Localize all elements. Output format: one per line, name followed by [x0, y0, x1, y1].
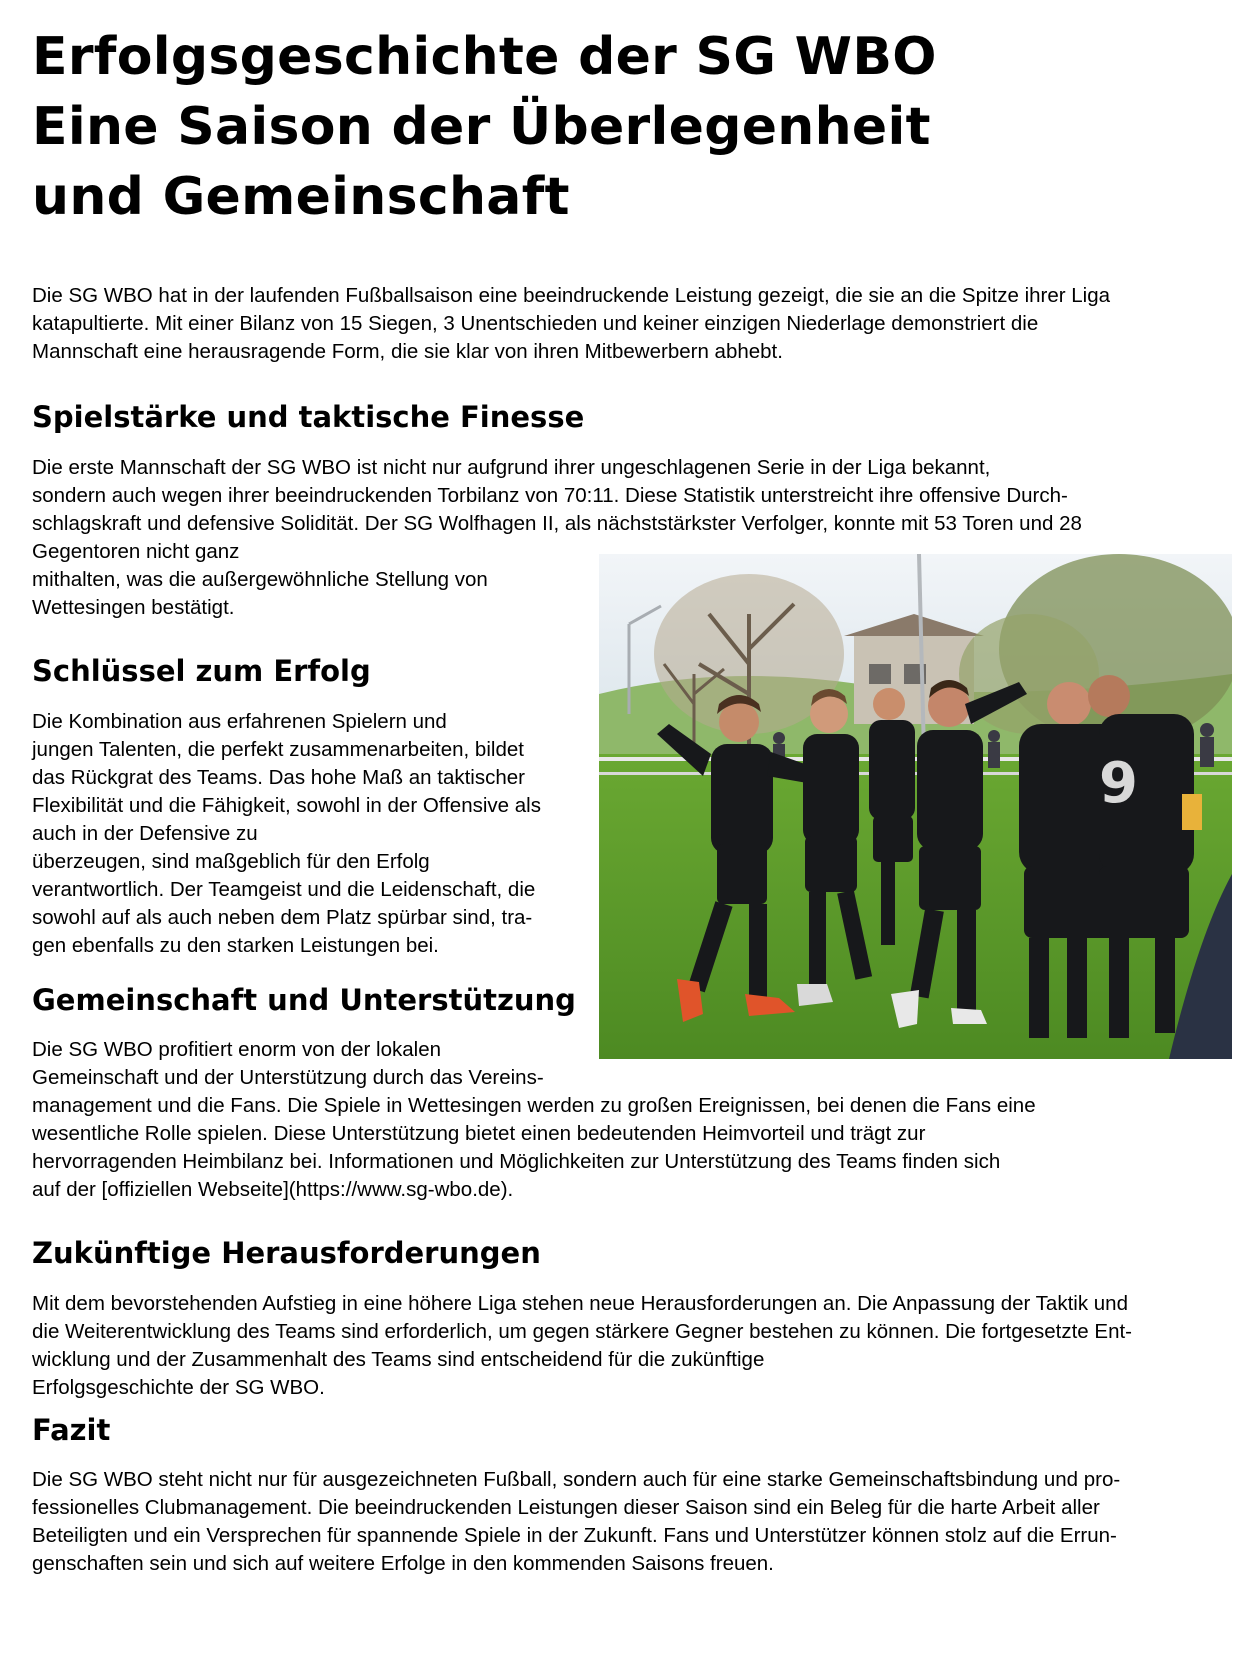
text-line: genschaften sein und sich auf weitere Erfolge in den kommenden Saisons freuen. — [32, 1552, 774, 1575]
text-line: mithalten, was die außergewöhnliche Stellung von — [32, 568, 488, 591]
text-line: gen ebenfalls zu den starken Leistungen bei. — [32, 934, 439, 957]
section-paragraph-gemeinschaft — [32, 1036, 1036, 1204]
section-heading-fazit: Fazit — [32, 1413, 111, 1447]
text-line: Die Kombination aus erfahrenen Spielern und — [32, 710, 447, 733]
text-line: schlagskraft und defensive Solidität. Der SG Wolfhagen II, als nächststärkster Verfolger, konnte mit 53 Toren und 28 — [32, 512, 1082, 535]
text-line: Mannschaft eine herausragende Form, die sie klar von ihren Mitbewerbern abhebt. — [32, 340, 783, 363]
text-line: Beteiligten und ein Versprechen für spannende Spiele in der Zukunft. Fans und Unterstützer können stolz auf die Errun- — [32, 1524, 1117, 1547]
text-line: sowohl auf als auch neben dem Platz spürbar sind, tra- — [32, 906, 533, 929]
intro-paragraph — [32, 282, 1110, 366]
section-paragraph-fazit — [32, 1466, 1120, 1578]
text-line: Gemeinschaft und der Unterstützung durch das Vereins- — [32, 1066, 544, 1089]
text-line: überzeugen, sind maßgeblich für den Erfolg — [32, 850, 430, 873]
text-line: fessionelles Clubmanagement. Die beeindruckenden Leistungen dieser Saison sind ein Beleg für die harte Arbeit aller — [32, 1496, 1100, 1519]
section-paragraph-schluessel — [32, 708, 541, 960]
title-line: und Gemeinschaft — [32, 167, 570, 227]
section-paragraph-zukunft — [32, 1290, 1132, 1402]
section-heading-gemeinschaft: Gemeinschaft und Unterstützung — [32, 983, 576, 1017]
section-heading-schluessel: Schlüssel zum Erfolg — [32, 654, 371, 688]
text-line: Die erste Mannschaft der SG WBO ist nicht nur aufgrund ihrer ungeschlagenen Serie in der Liga bekannt, — [32, 456, 991, 479]
text-line: jungen Talenten, die perfekt zusammenarbeiten, bildet — [32, 738, 524, 761]
text-line: das Rückgrat des Teams. Das hohe Maß an taktischer — [32, 766, 525, 789]
text-line: auf der [offiziellen Webseite](https://www.sg-wbo.de). — [32, 1178, 514, 1201]
team-celebration-photo — [599, 554, 1232, 1059]
article-title — [32, 22, 1212, 232]
text-line: Gegentoren nicht ganz — [32, 540, 240, 563]
text-line: Erfolgsgeschichte der SG WBO. — [32, 1376, 325, 1399]
text-line: verantwortlich. Der Teamgeist und die Leidenschaft, die — [32, 878, 536, 901]
text-line: auch in der Defensive zu — [32, 822, 258, 845]
text-line: wicklung und der Zusammenhalt des Teams sind entscheidend für die zukünftige — [32, 1348, 765, 1371]
text-line: Mit dem bevorstehenden Aufstieg in eine höhere Liga stehen neue Herausforderungen an. Die Anpassung der Taktik und — [32, 1292, 1128, 1315]
clubhouse-window — [869, 664, 891, 684]
text-line: Die SG WBO steht nicht nur für ausgezeichneten Fußball, sondern auch für eine starke Gemeinschaftsbindung und pro- — [32, 1468, 1121, 1491]
jersey-number: 9 — [1099, 751, 1138, 816]
title-line: Eine Saison der Überlegenheit — [32, 97, 931, 157]
text-line: die Weiterentwicklung des Teams sind erforderlich, um gegen stärkere Gegner bestehen zu können. Die fortgesetzte Ent- — [32, 1320, 1133, 1343]
text-line: Wettesingen bestätigt. — [32, 596, 235, 619]
text-line: Flexibilität und die Fähigkeit, sowohl in der Offensive als — [32, 794, 541, 817]
section-heading-zukunft: Zukünftige Herausforderungen — [32, 1236, 541, 1270]
text-line: katapultierte. Mit einer Bilanz von 15 Siegen, 3 Unentschieden und keiner einzigen Niederlage demonstriert die — [32, 312, 1039, 335]
text-line: hervorragenden Heimbilanz bei. Informationen und Möglichkeiten zur Unterstützung des Teams finden sich — [32, 1150, 1001, 1173]
title-line: Erfolgsgeschichte der SG WBO — [32, 27, 937, 87]
text-line: Die SG WBO hat in der laufenden Fußballsaison eine beeindruckende Leistung gezeigt, die sie an die Spitze ihrer Liga — [32, 284, 1111, 307]
player-group-right — [1019, 675, 1202, 1038]
text-line: sondern auch wegen ihrer beeindruckenden Torbilanz von 70:11. Diese Statistik unterstreicht ihre offensive Durch- — [32, 484, 1068, 507]
text-line: wesentliche Rolle spielen. Diese Unterstützung bietet einen bedeutenden Heimvorteil und trägt zur — [32, 1122, 926, 1145]
text-line: Die SG WBO profitiert enorm von der lokalen — [32, 1038, 442, 1061]
section-heading-spielstaerke: Spielstärke und taktische Finesse — [32, 400, 585, 434]
text-line: management und die Fans. Die Spiele in Wettesingen werden zu großen Ereignissen, bei denen die Fans eine — [32, 1094, 1036, 1117]
